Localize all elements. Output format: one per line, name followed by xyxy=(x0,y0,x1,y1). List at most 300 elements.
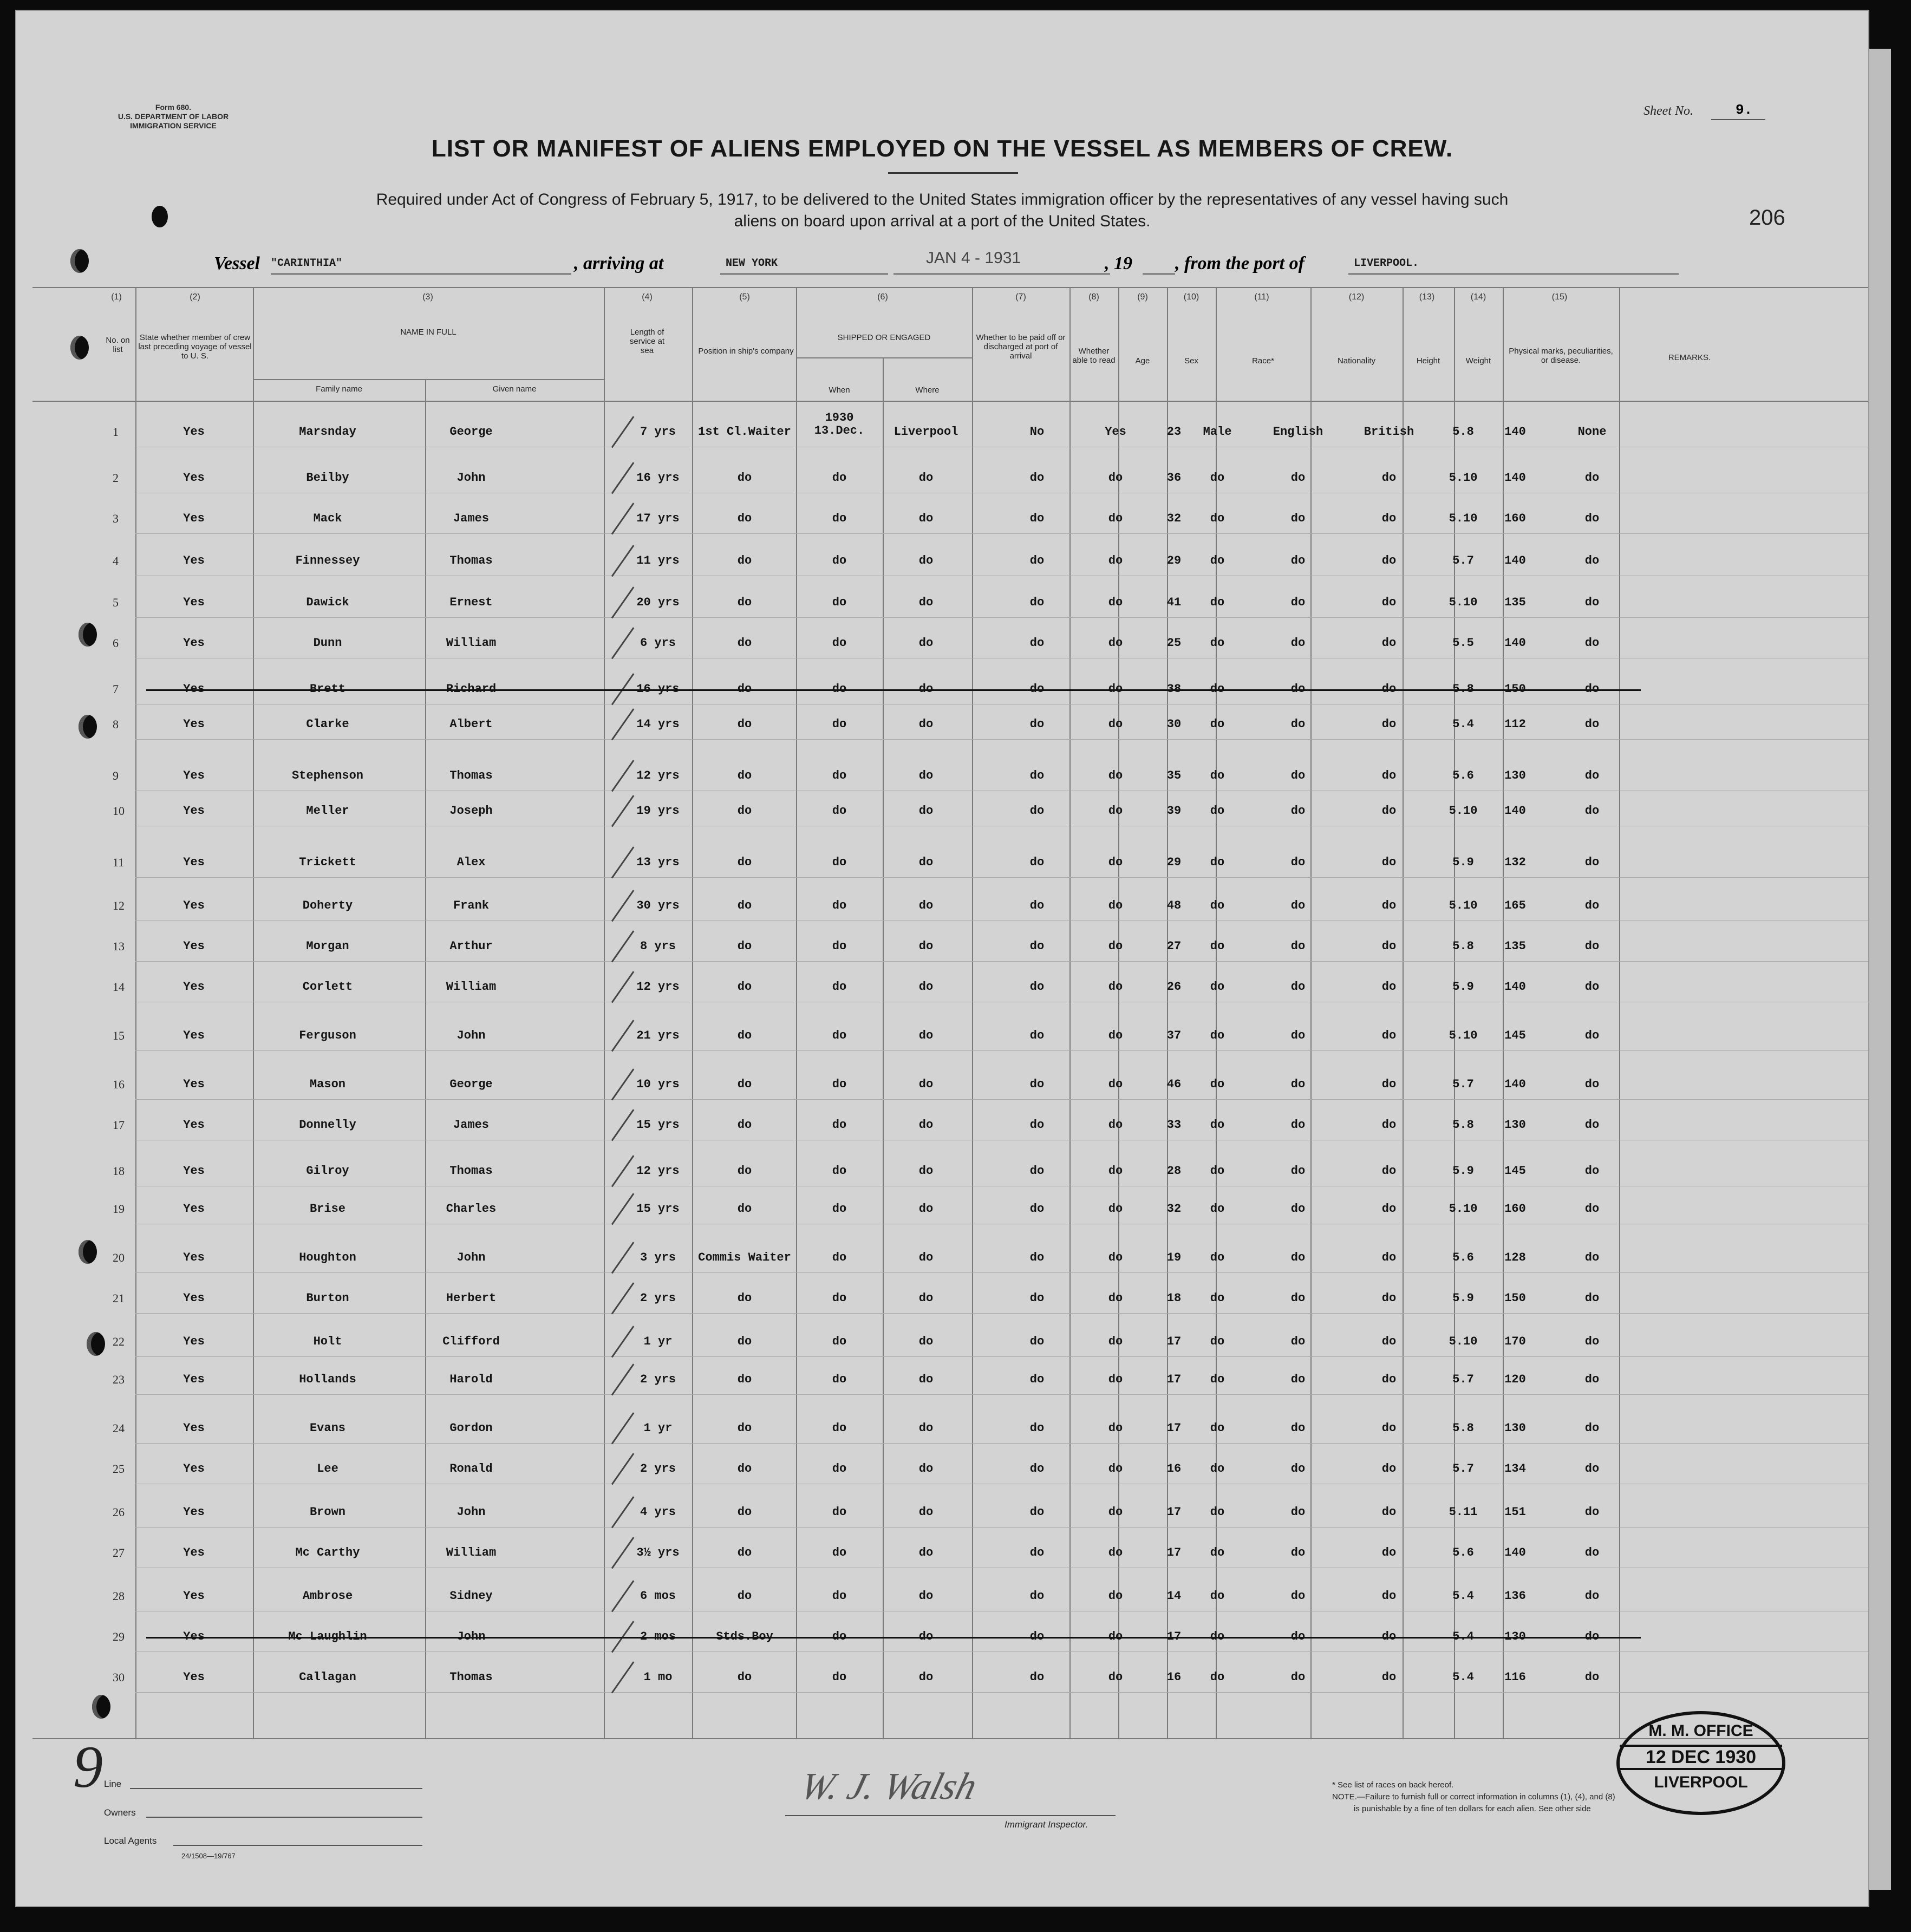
cell-paid-off: do xyxy=(1029,1462,1045,1476)
cell-paid-off: do xyxy=(1029,1118,1045,1132)
row-number: 17 xyxy=(113,1118,125,1132)
mm-office-stamp xyxy=(1616,1711,1785,1815)
stamp-top-text: M. M. OFFICE xyxy=(1648,1722,1753,1740)
cell-able-to-read: do xyxy=(1108,1335,1123,1348)
cell-length-of-service: 2 yrs xyxy=(640,1462,676,1476)
cell-age: 33 xyxy=(1166,1118,1182,1132)
cell-shipped-where: do xyxy=(918,1462,934,1476)
cell-physical-marks: do xyxy=(1584,1335,1600,1348)
manifest-sheet xyxy=(16,11,1868,1906)
cell-physical-marks: do xyxy=(1584,769,1600,782)
cell-position: do xyxy=(737,1202,752,1216)
cell-physical-marks: do xyxy=(1584,596,1600,609)
cell-physical-marks: do xyxy=(1584,1291,1600,1305)
header-race: Race* xyxy=(1252,356,1274,365)
cell-paid-off: do xyxy=(1029,636,1045,650)
col-num-6: (6) xyxy=(877,292,888,302)
cell-nationality: do xyxy=(1381,899,1397,912)
cell-given-name: George xyxy=(449,425,493,439)
cell-age: 30 xyxy=(1166,717,1182,731)
header-family-name: Family name xyxy=(316,384,362,394)
col-line xyxy=(604,287,605,1738)
inspector-signature: W. J. Walsh xyxy=(795,1766,981,1807)
row-number: 5 xyxy=(113,596,119,609)
cell-age: 36 xyxy=(1166,471,1182,485)
cell-family-name: Ferguson xyxy=(299,1029,356,1042)
col-line xyxy=(1310,287,1312,1738)
cell-shipped-when: do xyxy=(832,512,847,525)
cell-family-name: Brown xyxy=(309,1505,345,1519)
cell-paid-off: do xyxy=(1029,939,1045,953)
row-number: 28 xyxy=(113,1589,125,1603)
arrival-date-rule xyxy=(893,273,1110,275)
row-rule xyxy=(135,1099,1868,1100)
cell-length-of-service: 30 yrs xyxy=(636,899,680,912)
row-rule xyxy=(135,1394,1868,1395)
cell-nationality: do xyxy=(1381,636,1397,650)
cell-age: 32 xyxy=(1166,1202,1182,1216)
cell-given-name: Alex xyxy=(456,856,486,869)
cell-position: do xyxy=(737,980,752,994)
cell-given-name: Arthur xyxy=(449,939,493,953)
row-number: 25 xyxy=(113,1462,125,1476)
cell-paid-off: do xyxy=(1029,1373,1045,1386)
header-weight: Weight xyxy=(1465,356,1491,365)
header-position: Position in ship's company xyxy=(698,347,794,356)
cell-crew-last-voyage: Yes xyxy=(183,1251,205,1264)
cell-nationality: do xyxy=(1381,596,1397,609)
cell-physical-marks: do xyxy=(1584,1164,1600,1178)
cell-family-name: Marsnday xyxy=(299,425,356,439)
cell-shipped-where: do xyxy=(918,1589,934,1603)
cell-shipped-where: do xyxy=(918,512,934,525)
cell-nationality: do xyxy=(1381,717,1397,731)
cell-length-of-service: 1 yr xyxy=(643,1335,673,1348)
cell-physical-marks: do xyxy=(1584,512,1600,525)
header-sex: Sex xyxy=(1184,356,1198,365)
cell-shipped-when: do xyxy=(832,856,847,869)
cell-crew-last-voyage: Yes xyxy=(183,1078,205,1091)
name-subheader-line xyxy=(253,379,604,380)
cell-given-name: Harold xyxy=(449,1373,493,1386)
cell-age: 27 xyxy=(1166,939,1182,953)
cell-able-to-read: do xyxy=(1108,1251,1123,1264)
col-num-11: (11) xyxy=(1254,292,1269,302)
cell-able-to-read: do xyxy=(1108,1202,1123,1216)
cell-family-name: Callagan xyxy=(299,1670,356,1684)
cell-position: do xyxy=(737,804,752,818)
cell-shipped-where: do xyxy=(918,804,934,818)
cell-sex: do xyxy=(1210,856,1225,869)
cell-position: do xyxy=(737,1078,752,1091)
document-title: LIST OR MANIFEST OF ALIENS EMPLOYED ON THE VESSEL AS MEMBERS OF CREW. xyxy=(431,135,1453,162)
cell-position: do xyxy=(737,899,752,912)
cell-length-of-service: 20 yrs xyxy=(636,596,680,609)
cell-race: do xyxy=(1290,1029,1306,1042)
cell-weight: 140 xyxy=(1504,1546,1526,1559)
arrival-port: NEW YORK xyxy=(726,257,778,270)
cell-race: do xyxy=(1290,804,1306,818)
cell-crew-last-voyage: Yes xyxy=(183,471,205,485)
cell-physical-marks: do xyxy=(1584,1373,1600,1386)
cell-crew-last-voyage: Yes xyxy=(183,1505,205,1519)
cell-given-name: John xyxy=(456,1251,486,1264)
cell-paid-off: do xyxy=(1029,554,1045,567)
cell-able-to-read: do xyxy=(1108,1421,1123,1435)
cell-physical-marks: do xyxy=(1584,717,1600,731)
cell-length-of-service: 16 yrs xyxy=(636,471,680,485)
cell-shipped-when: do xyxy=(832,1251,847,1264)
cell-shipped-where: do xyxy=(918,596,934,609)
cell-weight: 136 xyxy=(1504,1589,1526,1603)
cell-family-name: Corlett xyxy=(302,980,353,994)
footnote-races: * See list of races on back hereof. xyxy=(1332,1780,1454,1790)
cell-sex: do xyxy=(1210,1164,1225,1178)
cell-given-name: John xyxy=(456,1029,486,1042)
form-service: IMMIGRATION SERVICE xyxy=(130,121,217,130)
cell-family-name: Houghton xyxy=(299,1251,356,1264)
cell-nationality: do xyxy=(1381,769,1397,782)
row-rule xyxy=(135,1527,1868,1528)
cell-shipped-where: do xyxy=(918,1078,934,1091)
cell-shipped-when: do xyxy=(832,717,847,731)
cell-given-name: John xyxy=(456,1505,486,1519)
cell-position: do xyxy=(737,1670,752,1684)
row-rule xyxy=(135,1313,1868,1314)
cell-height: 5.10 xyxy=(1449,471,1478,485)
cell-age: 16 xyxy=(1166,1670,1182,1684)
cell-sex: do xyxy=(1210,1546,1225,1559)
cell-race: do xyxy=(1290,1164,1306,1178)
cell-family-name: Meller xyxy=(306,804,349,818)
cell-shipped-when: do xyxy=(832,769,847,782)
footer-owners-rule xyxy=(146,1817,422,1818)
cell-shipped-when: do xyxy=(832,636,847,650)
cell-nationality: do xyxy=(1381,1421,1397,1435)
cell-race: do xyxy=(1290,596,1306,609)
cell-crew-last-voyage: Yes xyxy=(183,1589,205,1603)
cell-crew-last-voyage: Yes xyxy=(183,596,205,609)
cell-length-of-service: 11 yrs xyxy=(636,554,680,567)
cell-length-of-service: 4 yrs xyxy=(640,1505,676,1519)
cell-given-name: William xyxy=(446,980,497,994)
cell-weight: 160 xyxy=(1504,1202,1526,1216)
cell-shipped-where: do xyxy=(918,769,934,782)
cell-family-name: Finnessey xyxy=(295,554,360,567)
cell-able-to-read: do xyxy=(1108,1029,1123,1042)
cell-age: 29 xyxy=(1166,856,1182,869)
sheet-number-value: 9. xyxy=(1736,102,1753,118)
cell-given-name: Gordon xyxy=(449,1421,493,1435)
cell-paid-off: do xyxy=(1029,1251,1045,1264)
col-line xyxy=(1503,287,1504,1738)
header-shipped: SHIPPED OR ENGAGED xyxy=(837,333,931,342)
cell-length-of-service: 15 yrs xyxy=(636,1118,680,1132)
cell-nationality: do xyxy=(1381,554,1397,567)
row-number: 6 xyxy=(113,636,119,650)
cell-position: do xyxy=(737,1462,752,1476)
cell-able-to-read: do xyxy=(1108,804,1123,818)
cell-height: 5.10 xyxy=(1449,512,1478,525)
cell-weight: 140 xyxy=(1504,1078,1526,1091)
cell-shipped-where: do xyxy=(918,1164,934,1178)
cell-height: 5.6 xyxy=(1452,1546,1474,1559)
cell-sex: do xyxy=(1210,769,1225,782)
cell-crew-last-voyage: Yes xyxy=(183,717,205,731)
cell-physical-marks: do xyxy=(1584,1421,1600,1435)
header-age: Age xyxy=(1135,356,1150,365)
cell-family-name: Trickett xyxy=(299,856,356,869)
vessel-label: Vessel xyxy=(214,253,260,273)
col-line xyxy=(972,287,973,1738)
cell-sex: do xyxy=(1210,1589,1225,1603)
cell-paid-off: do xyxy=(1029,1670,1045,1684)
cell-weight: 140 xyxy=(1504,554,1526,567)
cell-nationality: do xyxy=(1381,1373,1397,1386)
cell-age: 26 xyxy=(1166,980,1182,994)
from-port: LIVERPOOL. xyxy=(1354,257,1419,270)
col-num-7: (7) xyxy=(1015,292,1026,302)
cell-position: do xyxy=(737,471,752,485)
row-number: 29 xyxy=(113,1630,125,1643)
cell-physical-marks: do xyxy=(1584,1546,1600,1559)
cell-paid-off: do xyxy=(1029,1589,1045,1603)
cell-sex: do xyxy=(1210,471,1225,485)
cell-race: English xyxy=(1273,425,1323,439)
cell-length-of-service: 6 yrs xyxy=(640,636,676,650)
cell-shipped-when: do xyxy=(832,804,847,818)
cell-shipped-where: do xyxy=(918,1118,934,1132)
cell-length-of-service: 8 yrs xyxy=(640,939,676,953)
cell-position: do xyxy=(737,1505,752,1519)
header-able-read: Whether able to read xyxy=(1072,347,1116,365)
cell-height: 5.8 xyxy=(1452,425,1474,439)
cell-family-name: Mack xyxy=(313,512,342,525)
cell-paid-off: do xyxy=(1029,980,1045,994)
cell-given-name: William xyxy=(446,1546,497,1559)
cell-height: 5.7 xyxy=(1452,1462,1474,1476)
handwritten-sheet-number: 9 xyxy=(73,1734,103,1800)
cell-weight: 140 xyxy=(1504,471,1526,485)
col-line xyxy=(796,287,797,1738)
cell-race: do xyxy=(1290,1118,1306,1132)
arrival-date-stamp: JAN 4 - 1931 xyxy=(926,249,1021,267)
cell-weight: 130 xyxy=(1504,769,1526,782)
cell-given-name: George xyxy=(449,1078,493,1091)
cell-shipped-when: do xyxy=(832,1589,847,1603)
cell-given-name: Frank xyxy=(453,899,489,912)
cell-height: 5.10 xyxy=(1449,1029,1478,1042)
cell-sex: do xyxy=(1210,1202,1225,1216)
cell-race: do xyxy=(1290,939,1306,953)
requirement-line-1: Required under Act of Congress of February 5, 1917, to be delivered to the United States immigration officer by the representatives of any vessel having such xyxy=(376,191,1509,208)
row-number: 10 xyxy=(113,804,125,818)
cell-shipped-where: do xyxy=(918,1670,934,1684)
cell-length-of-service: 1 yr xyxy=(643,1421,673,1435)
cell-paid-off: do xyxy=(1029,1164,1045,1178)
cell-weight: 130 xyxy=(1504,1118,1526,1132)
cell-height: 5.8 xyxy=(1452,939,1474,953)
row-rule xyxy=(135,1050,1868,1051)
page-number: 206 xyxy=(1749,206,1785,230)
punch-hole xyxy=(92,1695,110,1719)
cell-age: 16 xyxy=(1166,1462,1182,1476)
cell-length-of-service: 3 yrs xyxy=(640,1251,676,1264)
cell-crew-last-voyage: Yes xyxy=(183,856,205,869)
cell-shipped-when: do xyxy=(832,1505,847,1519)
footnote-penalty-2: is punishable by a fine of ten dollars for each alien. See other side xyxy=(1354,1804,1591,1813)
from-port-rule xyxy=(1348,273,1679,275)
cell-physical-marks: do xyxy=(1584,1202,1600,1216)
vessel-name: "CARINTHIA" xyxy=(271,257,343,270)
col-line xyxy=(1118,287,1119,1738)
row-rule xyxy=(135,1356,1868,1357)
cell-shipped-when: do xyxy=(832,1335,847,1348)
cell-position: Commis Waiter xyxy=(698,1251,791,1264)
row-number: 14 xyxy=(113,980,125,994)
cell-nationality: do xyxy=(1381,1670,1397,1684)
cell-sex: do xyxy=(1210,1462,1225,1476)
cell-physical-marks: do xyxy=(1584,471,1600,485)
stamp-bottom-text: LIVERPOOL xyxy=(1654,1773,1748,1791)
cell-crew-last-voyage: Yes xyxy=(183,1029,205,1042)
cell-physical-marks: do xyxy=(1584,636,1600,650)
cell-nationality: do xyxy=(1381,1291,1397,1305)
cell-paid-off: do xyxy=(1029,769,1045,782)
cell-shipped-where: do xyxy=(918,636,934,650)
cell-able-to-read: do xyxy=(1108,939,1123,953)
col-line xyxy=(1167,287,1168,1738)
cell-given-name: Thomas xyxy=(449,554,493,567)
sheet-number-label: Sheet No. xyxy=(1643,104,1693,118)
cell-shipped-when: do xyxy=(832,1291,847,1305)
row-number: 9 xyxy=(113,769,119,782)
cell-sex: do xyxy=(1210,1670,1225,1684)
cell-nationality: do xyxy=(1381,939,1397,953)
cell-height: 5.9 xyxy=(1452,980,1474,994)
cell-sex: do xyxy=(1210,1373,1225,1386)
cell-weight: 132 xyxy=(1504,856,1526,869)
cell-paid-off: do xyxy=(1029,1202,1045,1216)
row-rule xyxy=(135,533,1868,534)
cell-sex: do xyxy=(1210,1335,1225,1348)
cell-paid-off: do xyxy=(1029,1421,1045,1435)
cell-given-name: Thomas xyxy=(449,1164,493,1178)
col-line xyxy=(1619,287,1620,1738)
cell-weight: 145 xyxy=(1504,1164,1526,1178)
cell-able-to-read: do xyxy=(1108,1164,1123,1178)
row-rule xyxy=(135,1692,1868,1693)
punch-hole xyxy=(70,336,89,360)
cell-nationality: do xyxy=(1381,1335,1397,1348)
cell-crew-last-voyage: Yes xyxy=(183,1462,205,1476)
cell-race: do xyxy=(1290,980,1306,994)
col-num-8: (8) xyxy=(1088,292,1099,302)
cell-race: do xyxy=(1290,471,1306,485)
cell-shipped-when: do xyxy=(832,1118,847,1132)
cell-shipped-where: do xyxy=(918,554,934,567)
footnote-penalty-1: NOTE.—Failure to furnish full or correct information in columns (1), (4), and (8) xyxy=(1332,1792,1615,1802)
col-num-2: (2) xyxy=(190,292,200,302)
cell-nationality: do xyxy=(1381,1589,1397,1603)
row-number: 11 xyxy=(113,856,125,869)
cell-age: 19 xyxy=(1166,1251,1182,1264)
footer-owners-label: Owners xyxy=(104,1807,136,1818)
cell-physical-marks: do xyxy=(1584,1251,1600,1264)
cell-shipped-where: do xyxy=(918,899,934,912)
year-rule xyxy=(1143,273,1175,275)
header-name-in-full: NAME IN FULL xyxy=(400,328,456,337)
cell-paid-off: do xyxy=(1029,1546,1045,1559)
cell-shipped-where: do xyxy=(918,1373,934,1386)
cell-paid-off: do xyxy=(1029,1505,1045,1519)
cell-position: do xyxy=(737,1546,752,1559)
cell-crew-last-voyage: Yes xyxy=(183,1335,205,1348)
cell-length-of-service: 2 yrs xyxy=(640,1291,676,1305)
cell-family-name: Dawick xyxy=(306,596,349,609)
cell-length-of-service: 14 yrs xyxy=(636,717,680,731)
footer-line-label: Line xyxy=(104,1779,122,1789)
cell-crew-last-voyage: Yes xyxy=(183,899,205,912)
cell-weight: 140 xyxy=(1504,425,1526,439)
cell-shipped-where: do xyxy=(918,1505,934,1519)
footer-agents-rule xyxy=(173,1845,422,1846)
row-number: 20 xyxy=(113,1251,125,1264)
cell-able-to-read: do xyxy=(1108,512,1123,525)
row-rule xyxy=(135,617,1868,618)
col-num-1: (1) xyxy=(111,292,122,302)
cell-weight: 150 xyxy=(1504,1291,1526,1305)
header-remarks: REMARKS. xyxy=(1668,353,1711,362)
row-number: 19 xyxy=(113,1202,125,1216)
strikethrough-line xyxy=(146,689,1641,691)
cell-height: 5.7 xyxy=(1452,1078,1474,1091)
cell-position: do xyxy=(737,856,752,869)
cell-race: do xyxy=(1290,1202,1306,1216)
cell-position: do xyxy=(737,596,752,609)
cell-family-name: Brise xyxy=(309,1202,345,1216)
cell-nationality: do xyxy=(1381,980,1397,994)
cell-nationality: do xyxy=(1381,1505,1397,1519)
col-line xyxy=(883,357,884,1738)
cell-crew-last-voyage: Yes xyxy=(183,980,205,994)
cell-position: do xyxy=(737,554,752,567)
year-label: , 19 xyxy=(1105,253,1132,273)
header-given-name: Given name xyxy=(492,384,537,394)
cell-given-name: Sidney xyxy=(449,1589,493,1603)
cell-family-name: Burton xyxy=(306,1291,349,1305)
form-number: Form 680. xyxy=(155,103,192,112)
cell-position: do xyxy=(737,1029,752,1042)
cell-able-to-read: do xyxy=(1108,856,1123,869)
col-num-9: (9) xyxy=(1137,292,1148,302)
form-department: U.S. DEPARTMENT OF LABOR xyxy=(118,112,229,121)
cell-able-to-read: do xyxy=(1108,1291,1123,1305)
cell-race: do xyxy=(1290,1291,1306,1305)
inspector-label: Immigrant Inspector. xyxy=(1005,1819,1088,1830)
cell-height: 5.7 xyxy=(1452,554,1474,567)
punch-hole xyxy=(79,715,97,739)
cell-physical-marks: do xyxy=(1584,1078,1600,1091)
cell-age: 41 xyxy=(1166,596,1182,609)
cell-nationality: do xyxy=(1381,1078,1397,1091)
cell-family-name: Stephenson xyxy=(291,769,364,782)
cell-able-to-read: do xyxy=(1108,980,1123,994)
cell-family-name: Holt xyxy=(313,1335,342,1348)
cell-able-to-read: do xyxy=(1108,1462,1123,1476)
cell-crew-last-voyage: Yes xyxy=(183,1546,205,1559)
table-top-border xyxy=(32,287,1868,288)
